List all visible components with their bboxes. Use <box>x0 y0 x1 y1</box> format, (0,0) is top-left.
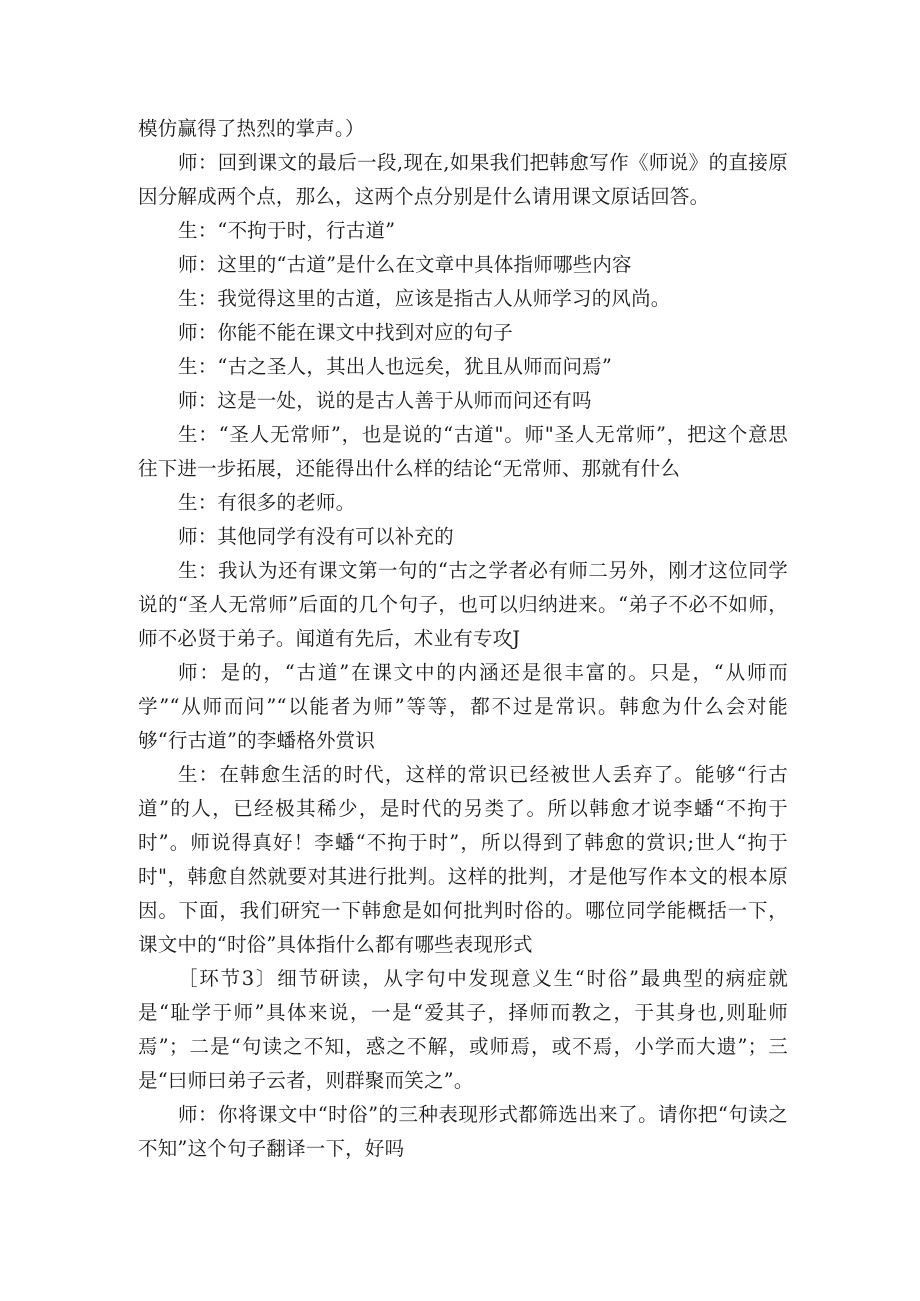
paragraph-9: 生：“圣人无常师”，也是说的“古道"。师"圣人无常师”，把这个意思往下进一步拓展，还能得出什么样的结论“无常师、那就有什么 <box>138 423 788 480</box>
paragraph-11: 师：其他同学有没有可以补充的 <box>178 525 454 548</box>
paragraph-4: 师：这里的“古道”是什么在文章中具体指师哪些内容 <box>178 253 632 276</box>
paragraph-1: 模仿赢得了热烈的掌声。） <box>138 117 365 140</box>
paragraph-14: 生：在韩愈生活的时代，这样的常识已经被世人丢弃了。能够“行古道”的人，已经极其稀少，是时代的另类了。所以韩愈才说李蟠“不拘于时”。师说得真好！李蟠“不拘于时”，所以得到了韩愈的赏识;世人“拘于时"，韩愈自然就要对其进行批判。这样的批判，才是他写作本文的根本原因。下面，我们研究一下韩愈是如何批判时俗的。哪位同学能概括一下，课文中的“时俗”具体指什么都有哪些表现形式 <box>138 763 788 956</box>
paragraph-5: 生：我觉得这里的古道，应该是指古人从师学习的风尚。 <box>178 287 671 310</box>
paragraph-10: 生：有很多的老师。 <box>178 491 356 514</box>
paragraph-8: 师：这是一处，说的是古人善于从师而问还有吗 <box>178 389 592 412</box>
paragraph-16: 师：你将课文中“时俗”的三种表现形式都筛选出来了。请你把“句读之不知”这个句子翻译一下，好吗 <box>138 1103 788 1160</box>
paragraph-6: 师：你能不能在课文中找到对应的句子 <box>178 321 513 344</box>
paragraph-13: 师：是的，“古道”在课文中的内涵还是很丰富的。只是，“从师而学”“从师而问”“以能者为师”等等，都不过是常识。韩愈为什么会对能够“行古道”的李蟠格外赏识 <box>138 661 788 752</box>
paragraph-7: 生：“古之圣人，其出人也远矣，犹且从师而问焉” <box>178 355 613 378</box>
paragraph-15: ［环节3〕细节研读，从字句中发现意义生“时俗”最典型的病症就是“耻学于师”具体来说，一是“爱其子，择师而教之，于其身也,则耻师焉”；二是“句读之不知，惑之不解，或师焉，或不焉，小学而大遗”；三是“曰师曰弟子云者，则群聚而笑之”。 <box>138 967 788 1092</box>
document-body <box>138 112 788 1166</box>
paragraph-3: 生：“不拘于时，行古道” <box>178 219 396 242</box>
paragraph-2: 师：回到课文的最后一段,现在,如果我们把韩愈写作《师说》的直接原因分解成两个点，那么，这两个点分别是什么请用课文原话回答。 <box>138 151 788 208</box>
paragraph-12: 生：我认为还有课文第一句的“古之学者必有师二另外，刚才这位同学说的“圣人无常师”后面的几个句子，也可以归纳进来。“弟子不必不如师，师不必贤于弟子。闻道有先后，术业有专攻J <box>138 559 788 650</box>
